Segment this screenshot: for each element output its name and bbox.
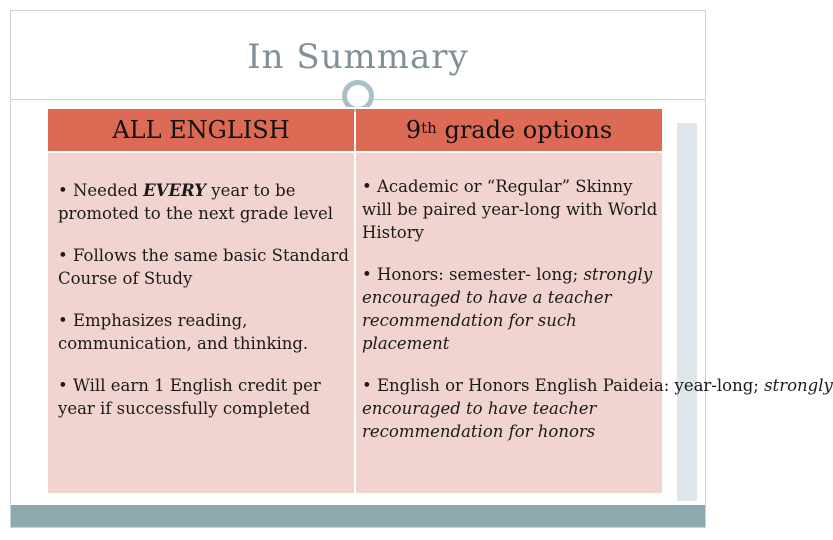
- all-english-bullet-4: • Will earn 1 English credit per year if successfully completed: [58, 376, 321, 418]
- header-grade-suffix: th: [421, 119, 437, 137]
- header-9th-grade-options: [356, 109, 662, 151]
- grade-options-bullet-2: • Honors: semester- long; strongly encouraged to have a teacher recommendation for such placement: [362, 265, 653, 353]
- header-grade-text: grade options: [436, 116, 613, 144]
- grade-options-cell: [356, 153, 833, 493]
- all-english-bullet-1: • Needed EVERY year to be promoted to the next grade level: [58, 181, 334, 223]
- all-english-cell: [48, 153, 354, 493]
- all-english-bullet-3: • Emphasizes reading, communication, and thinking.: [58, 311, 309, 353]
- header-grade-number: 9: [405, 116, 422, 144]
- summary-table: [46, 107, 833, 495]
- header-all-english-label: ALL ENGLISH: [112, 116, 290, 144]
- header-all-english: [48, 109, 354, 151]
- all-english-bullet-2: • Follows the same basic Standard Course of Study: [58, 246, 349, 288]
- side-decoration-strip: [677, 123, 697, 501]
- grade-options-bullet-1: • Academic or “Regular” Skinny will be paired year-long with World History: [362, 177, 658, 242]
- slide-title: In Summary: [247, 37, 469, 77]
- footer-band: [11, 505, 705, 527]
- grade-options-bullet-3: • English or Honors English Paideia: year-long; strongly encouraged to have teacher recommendation for honors: [362, 376, 833, 441]
